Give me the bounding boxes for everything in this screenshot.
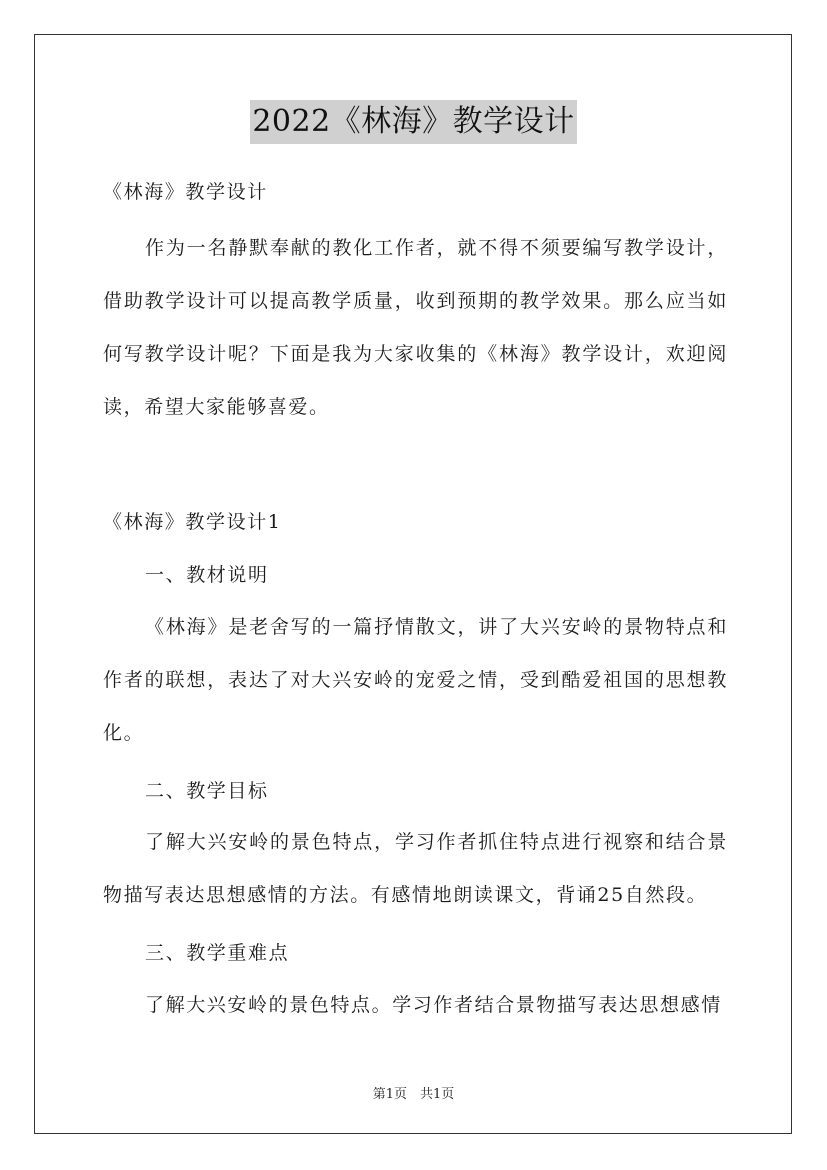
title-wrap	[0, 100, 827, 144]
document-title: 2022《林海》教学设计	[250, 100, 576, 144]
section-title: 《林海》教学设计1	[103, 511, 282, 533]
page-footer: 第1页 共1页	[372, 1087, 455, 1102]
heading-teaching-material: 一、教材说明	[145, 564, 269, 586]
body-teaching-goals: 了解大兴安岭的景色特点，学习作者抓住特点进行视察和结合景物描写表达思想感情的方法。有感情地朗读课文，背诵25自然段。	[103, 831, 728, 906]
document-subtitle: 《林海》教学设计	[103, 181, 268, 203]
body-key-points: 了解大兴安岭的景色特点。学习作者结合景物描写表达思想感情	[145, 994, 722, 1016]
heading-teaching-goals: 二、教学目标	[145, 780, 269, 802]
intro-paragraph: 作为一名静默奉献的教化工作者，就不得不须要编写教学设计，借助教学设计可以提高教学质量，收到预期的教学效果。那么应当如何写教学设计呢？下面是我为大家收集的《林海》教学设计，欢迎阅读，希望大家能够喜爱。	[103, 237, 728, 418]
heading-key-points: 三、教学重难点	[145, 942, 290, 964]
body-teaching-material: 《林海》是老舍写的一篇抒情散文，讲了大兴安岭的景物特点和作者的联想，表达了对大兴安岭的宠爱之情，受到酷爱祖国的思想教化。	[103, 616, 728, 744]
